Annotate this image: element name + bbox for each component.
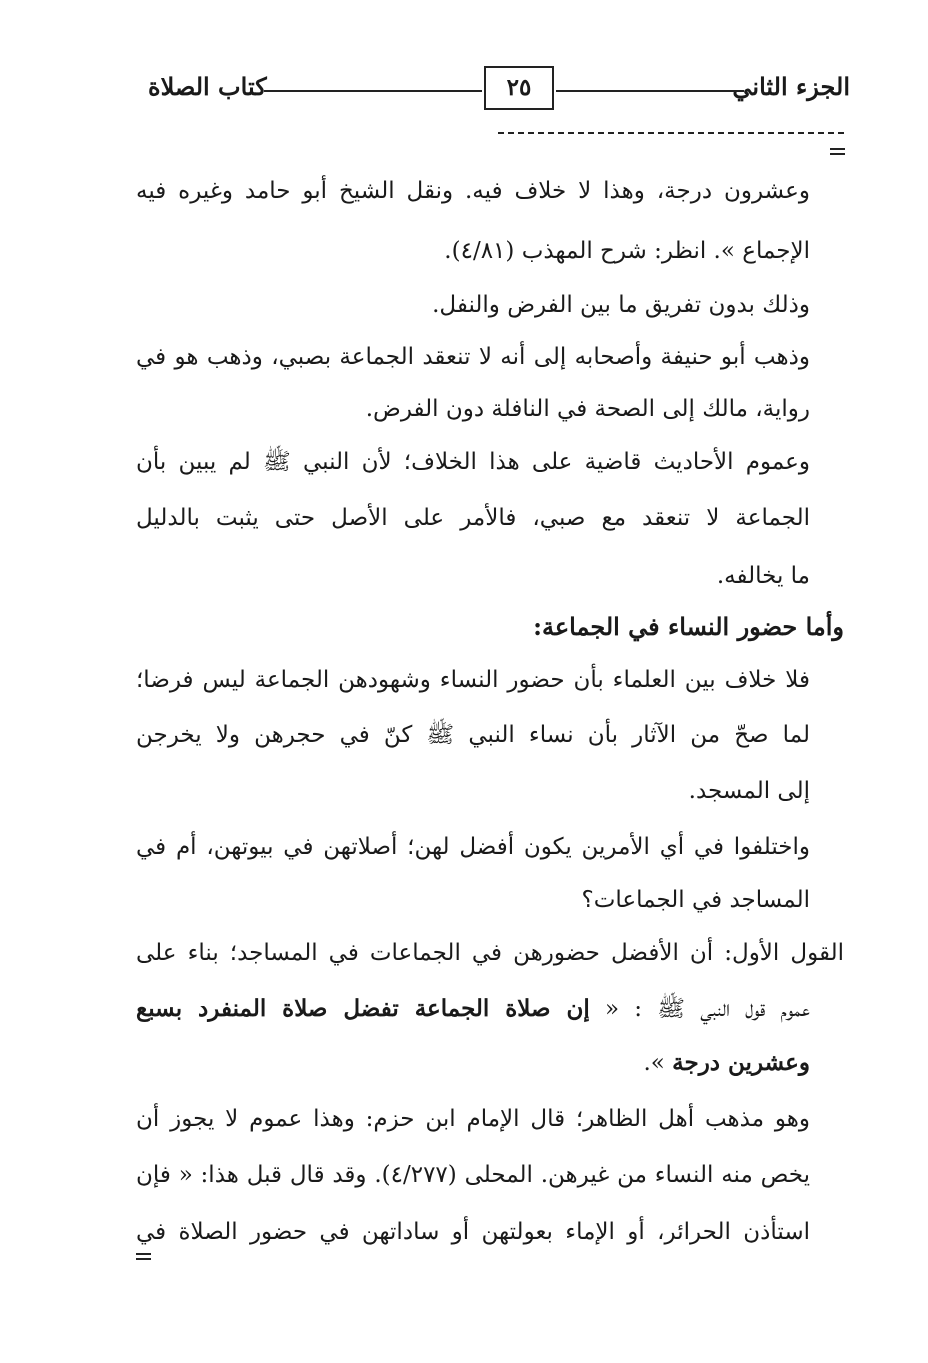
text-line: رواية، مالك إلى الصحة في النافلة دون الفرض. [365,396,810,422]
text-line-hadith [136,994,810,1024]
text-run: عموم قول النبي ﷺ : « [604,996,811,1022]
header-rule-left [264,90,482,92]
continuation-mark [136,1253,151,1260]
text-line: الجماعة لا تنعقد مع صبي، فالأمر على الأصل حتى يثبت بالدليل [136,505,810,531]
text-run: ». [643,1050,665,1076]
text-line: الإجماع ». انظر: شرح المهذب (٤/٨١). [444,238,810,264]
footnote-separator [498,132,844,134]
text-line: وذهب أبو حنيفة وأصحابه إلى أنه لا تنعقد الجماعة بصبي، وذهب هو في [136,344,810,370]
section-heading: وأما حضور النساء في الجماعة: [533,612,844,641]
text-line: القول الأول: أن الأفضل حضورهن في الجماعات في المساجد؛ بناء على [136,940,844,966]
text-line: وعموم الأحاديث قاضية على هذا الخلاف؛ لأن النبي ﷺ لم يبين بأن [136,449,810,475]
text-line: إلى المسجد. [688,778,810,804]
hadith-quote: وعشرين درجة [672,1049,810,1076]
header-rule-right [556,90,744,92]
footnote-continuation-mark [830,148,845,155]
header-book-title: كتاب الصلاة [148,72,267,101]
text-line: استأذن الحرائر، أو الإماء بعولتهن أو ساداتهن في حضور الصلاة في [136,1219,810,1245]
text-line: المساجد في الجماعات؟ [581,887,810,913]
page-number: ٢٥ [484,66,554,110]
text-line: وعشرون درجة، وهذا لا خلاف فيه. ونقل الشيخ أبو حامد وغيره فيه [136,178,810,204]
header-part-title: الجزء الثاني [732,72,850,101]
text-line: لما صحّ من الآثار بأن نساء النبي ﷺ كنّ في حجرهن ولا يخرجن [136,722,810,748]
text-line-hadith-end [643,1048,810,1078]
hadith-quote: إن صلاة الجماعة تفضل صلاة المنفرد بسبع [136,995,590,1022]
text-line: فلا خلاف بين العلماء بأن حضور النساء وشهودهن الجماعة ليس فرضا؛ [136,667,810,693]
text-line: وذلك بدون تفريق ما بين الفرض والنفل. [432,292,810,318]
text-line: ما يخالفه. [716,563,810,589]
text-line: واختلفوا في أي الأمرين يكون أفضل لهن؛ أصلاتهن في بيوتهن، أم في [136,834,810,860]
text-line: وهو مذهب أهل الظاهر؛ قال الإمام ابن حزم: وهذا عموم لا يجوز أن [136,1106,810,1132]
text-line: يخص منه النساء من غيرهن. المحلى (٤/٢٧٧). وقد قال قبل هذا: « فإن [136,1162,811,1188]
